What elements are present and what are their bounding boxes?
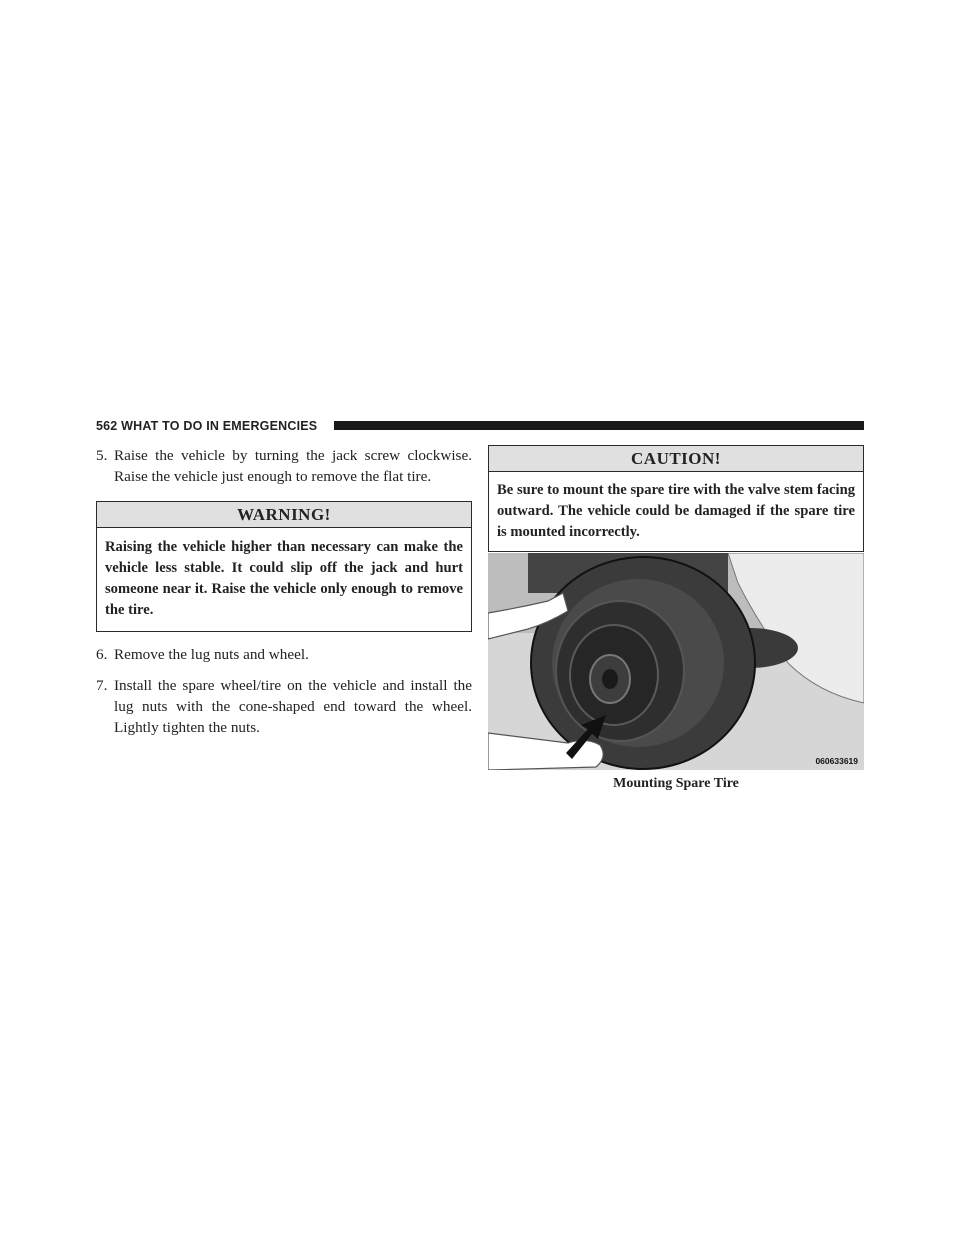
spare-tire-illustration [488,553,864,770]
figure-caption: Mounting Spare Tire [613,776,739,791]
step-number: 7. [96,677,108,694]
warning-text: Raising the vehicle higher than necessary can make the vehicle less stable. It could slip off the jack and hurt someone near it. Raise the vehicle only enough to remove the tire. [105,539,463,618]
warning-title: WARNING! [97,502,471,528]
page-header [96,418,864,434]
step-5 [96,445,472,487]
caution-box [488,445,864,552]
page-number-section: 562 WHAT TO DO IN EMERGENCIES [96,419,318,433]
step-6 [96,644,472,665]
figure-code: 060633619 [815,756,858,766]
step-text: Install the spare wheel/tire on the vehicle and install the lug nuts with the cone-shaped end toward the wheel. Lightly tighten the nuts. [114,677,472,736]
warning-box [96,501,472,632]
step-text: Remove the lug nuts and wheel. [114,646,309,663]
header-rule [334,421,864,430]
step-number: 5. [96,447,108,464]
step-number: 6. [96,646,108,663]
caution-title: CAUTION! [489,446,863,472]
step-text: Raise the vehicle by turning the jack screw clockwise. Raise the vehicle just enough to remove the flat tire. [114,447,472,485]
left-column [96,445,472,748]
right-column [488,445,864,552]
step-7 [96,675,472,738]
caution-text: Be sure to mount the spare tire with the valve stem facing outward. The vehicle could be damaged if the spare tire is mounted incorrectly. [497,482,855,540]
tire-drawing [488,553,864,770]
